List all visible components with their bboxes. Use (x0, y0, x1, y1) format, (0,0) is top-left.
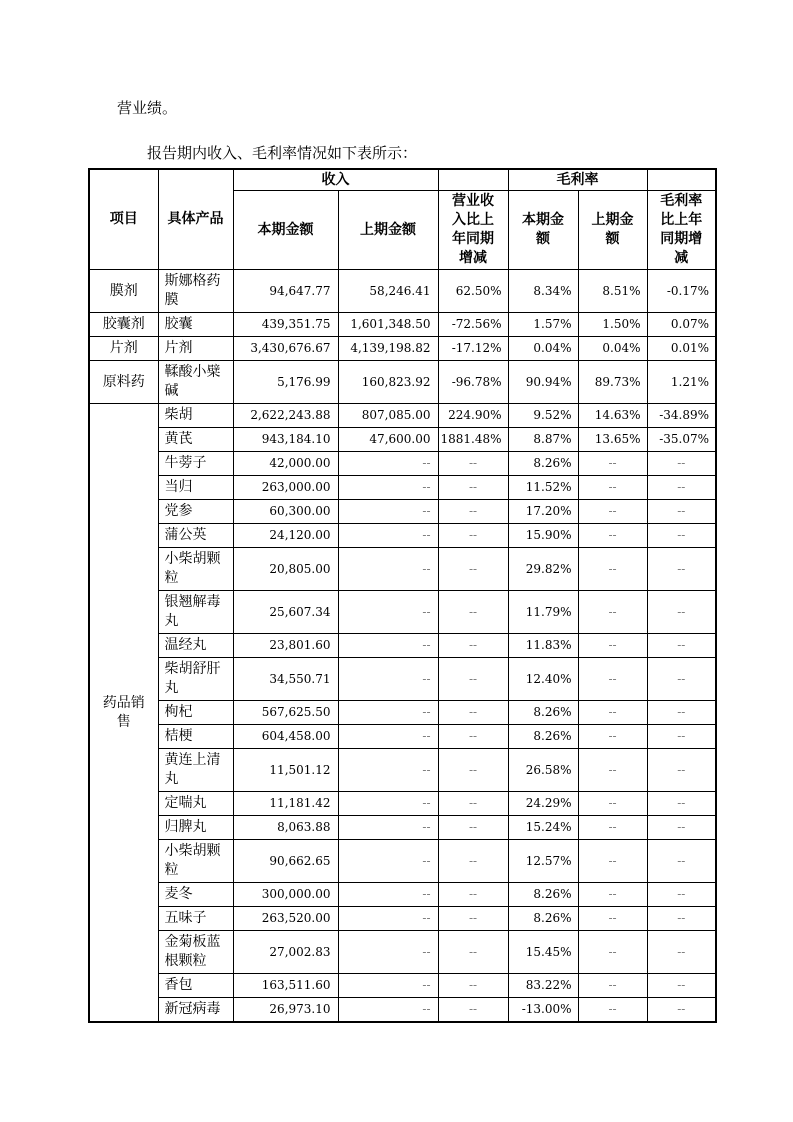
margin-current-cell: 1.57% (508, 313, 578, 337)
table-row (89, 361, 716, 404)
product-cell: 柴胡 (158, 404, 233, 428)
header-row-groups (89, 169, 716, 191)
margin-prior-cell: -- (578, 634, 647, 658)
margin-prior-cell: -- (578, 591, 647, 634)
margin-prior-cell: -- (578, 452, 647, 476)
margin-current-cell: 8.26% (508, 725, 578, 749)
product-cell: 当归 (158, 476, 233, 500)
margin-change-cell: -- (647, 725, 716, 749)
current-amount-cell: 24,120.00 (233, 524, 338, 548)
current-amount-cell: 263,000.00 (233, 476, 338, 500)
current-amount-cell: 60,300.00 (233, 500, 338, 524)
revenue-change-cell: -- (438, 974, 508, 998)
prior-amount-cell: -- (338, 974, 438, 998)
table-row (89, 634, 716, 658)
product-cell: 片剂 (158, 337, 233, 361)
revenue-change-cell: -- (438, 634, 508, 658)
prior-amount-cell: -- (338, 816, 438, 840)
current-amount-cell: 20,805.00 (233, 548, 338, 591)
table-row (89, 524, 716, 548)
product-cell: 香包 (158, 974, 233, 998)
margin-change-cell: 0.01% (647, 337, 716, 361)
table-row (89, 313, 716, 337)
revenue-change-cell: -96.78% (438, 361, 508, 404)
table-row (89, 883, 716, 907)
margin-current-cell: -13.00% (508, 998, 578, 1023)
table-row (89, 270, 716, 313)
item-category-cell: 胶囊剂 (89, 313, 158, 337)
product-cell: 小柴胡颗粒 (158, 840, 233, 883)
prior-amount-cell: -- (338, 701, 438, 725)
prior-amount-cell: -- (338, 634, 438, 658)
item-category-cell: 药品销售 (89, 404, 158, 1023)
margin-prior-cell: -- (578, 701, 647, 725)
current-amount-cell: 2,622,243.88 (233, 404, 338, 428)
margin-prior-cell: -- (578, 974, 647, 998)
margin-current-cell: 26.58% (508, 749, 578, 792)
margin-prior-cell: 0.04% (578, 337, 647, 361)
revenue-change-cell: 224.90% (438, 404, 508, 428)
prior-amount-cell: -- (338, 548, 438, 591)
revenue-change-cell: -- (438, 476, 508, 500)
current-amount-cell: 439,351.75 (233, 313, 338, 337)
current-amount-cell: 27,002.83 (233, 931, 338, 974)
table-row (89, 476, 716, 500)
margin-change-cell: -34.89% (647, 404, 716, 428)
header-prior-amount: 上期金额 (338, 191, 438, 270)
prior-amount-cell: -- (338, 907, 438, 931)
product-cell: 银翘解毒丸 (158, 591, 233, 634)
margin-prior-cell: 13.65% (578, 428, 647, 452)
margin-current-cell: 8.26% (508, 907, 578, 931)
product-cell: 小柴胡颗粒 (158, 548, 233, 591)
margin-change-cell: -- (647, 816, 716, 840)
margin-current-cell: 12.40% (508, 658, 578, 701)
revenue-change-cell: -- (438, 998, 508, 1023)
prior-amount-cell: -- (338, 840, 438, 883)
margin-prior-cell: -- (578, 998, 647, 1023)
margin-prior-cell: 14.63% (578, 404, 647, 428)
product-cell: 新冠病毒 (158, 998, 233, 1023)
prior-amount-cell: -- (338, 883, 438, 907)
prior-amount-cell: -- (338, 476, 438, 500)
prior-amount-cell: 160,823.92 (338, 361, 438, 404)
revenue-change-cell: 62.50% (438, 270, 508, 313)
margin-current-cell: 15.24% (508, 816, 578, 840)
product-cell: 斯娜格药膜 (158, 270, 233, 313)
table-row (89, 548, 716, 591)
table-row (89, 591, 716, 634)
margin-change-cell: -- (647, 931, 716, 974)
product-cell: 牛蒡子 (158, 452, 233, 476)
revenue-change-cell: -- (438, 883, 508, 907)
product-cell: 党参 (158, 500, 233, 524)
prior-amount-cell: 4,139,198.82 (338, 337, 438, 361)
margin-current-cell: 15.90% (508, 524, 578, 548)
margin-current-cell: 11.83% (508, 634, 578, 658)
product-cell: 枸杞 (158, 701, 233, 725)
header-spacer-revenue-change (438, 169, 508, 191)
header-margin-change: 毛利率比上年同期增减 (647, 191, 716, 270)
margin-prior-cell: -- (578, 907, 647, 931)
prior-amount-cell: -- (338, 500, 438, 524)
margin-change-cell: 0.07% (647, 313, 716, 337)
revenue-change-cell: -72.56% (438, 313, 508, 337)
current-amount-cell: 23,801.60 (233, 634, 338, 658)
current-amount-cell: 300,000.00 (233, 883, 338, 907)
margin-current-cell: 12.57% (508, 840, 578, 883)
prior-amount-cell: -- (338, 591, 438, 634)
intro-text: 营业绩。 (117, 99, 178, 117)
margin-change-cell: -- (647, 634, 716, 658)
product-cell: 桔梗 (158, 725, 233, 749)
table-row (89, 428, 716, 452)
revenue-change-cell: -- (438, 749, 508, 792)
header-margin-current: 本期金额 (508, 191, 578, 270)
revenue-change-cell: -- (438, 524, 508, 548)
margin-prior-cell: -- (578, 524, 647, 548)
margin-prior-cell: -- (578, 476, 647, 500)
revenue-change-cell: 1881.48% (438, 428, 508, 452)
prior-amount-cell: 807,085.00 (338, 404, 438, 428)
revenue-change-cell: -- (438, 658, 508, 701)
prior-amount-cell: -- (338, 725, 438, 749)
margin-prior-cell: -- (578, 931, 647, 974)
revenue-margin-table (88, 168, 717, 1023)
revenue-change-cell: -- (438, 931, 508, 974)
current-amount-cell: 263,520.00 (233, 907, 338, 931)
margin-prior-cell: -- (578, 883, 647, 907)
margin-prior-cell: -- (578, 658, 647, 701)
revenue-change-cell: -- (438, 591, 508, 634)
prior-amount-cell: -- (338, 998, 438, 1023)
product-cell: 五味子 (158, 907, 233, 931)
margin-prior-cell: -- (578, 749, 647, 792)
current-amount-cell: 5,176.99 (233, 361, 338, 404)
margin-current-cell: 9.52% (508, 404, 578, 428)
margin-prior-cell: -- (578, 500, 647, 524)
margin-prior-cell: -- (578, 816, 647, 840)
margin-current-cell: 17.20% (508, 500, 578, 524)
margin-current-cell: 90.94% (508, 361, 578, 404)
margin-prior-cell: 1.50% (578, 313, 647, 337)
revenue-change-cell: -- (438, 840, 508, 883)
product-cell: 归脾丸 (158, 816, 233, 840)
margin-change-cell: -- (647, 591, 716, 634)
margin-change-cell: -- (647, 524, 716, 548)
product-cell: 黄连上清丸 (158, 749, 233, 792)
product-cell: 胶囊 (158, 313, 233, 337)
product-cell: 蒲公英 (158, 524, 233, 548)
header-spacer-margin-change (647, 169, 716, 191)
margin-current-cell: 8.34% (508, 270, 578, 313)
revenue-change-cell: -- (438, 816, 508, 840)
margin-current-cell: 8.26% (508, 701, 578, 725)
header-revenue-group: 收入 (233, 169, 438, 191)
prior-amount-cell: 58,246.41 (338, 270, 438, 313)
revenue-change-cell: -- (438, 500, 508, 524)
margin-change-cell: -- (647, 907, 716, 931)
revenue-change-cell: -- (438, 725, 508, 749)
margin-current-cell: 29.82% (508, 548, 578, 591)
margin-change-cell: -- (647, 452, 716, 476)
table-row (89, 907, 716, 931)
margin-change-cell: -- (647, 974, 716, 998)
current-amount-cell: 943,184.10 (233, 428, 338, 452)
margin-change-cell: -- (647, 840, 716, 883)
margin-current-cell: 11.52% (508, 476, 578, 500)
prior-amount-cell: 1,601,348.50 (338, 313, 438, 337)
margin-current-cell: 8.26% (508, 883, 578, 907)
header-margin-group: 毛利率 (508, 169, 647, 191)
margin-change-cell: -- (647, 792, 716, 816)
margin-current-cell: 0.04% (508, 337, 578, 361)
table-row (89, 792, 716, 816)
margin-prior-cell: -- (578, 792, 647, 816)
margin-prior-cell: -- (578, 840, 647, 883)
table-row (89, 658, 716, 701)
table-row (89, 452, 716, 476)
header-current-amount: 本期金额 (233, 191, 338, 270)
prior-amount-cell: -- (338, 524, 438, 548)
margin-change-cell: -- (647, 658, 716, 701)
product-cell: 柴胡舒肝丸 (158, 658, 233, 701)
table-row (89, 500, 716, 524)
table-caption: 报告期内收入、毛利率情况如下表所示： (147, 144, 418, 162)
item-category-cell: 膜剂 (89, 270, 158, 313)
margin-change-cell: -0.17% (647, 270, 716, 313)
table-row (89, 749, 716, 792)
margin-change-cell: -- (647, 548, 716, 591)
current-amount-cell: 11,181.42 (233, 792, 338, 816)
current-amount-cell: 42,000.00 (233, 452, 338, 476)
margin-change-cell: -- (647, 701, 716, 725)
revenue-change-cell: -- (438, 792, 508, 816)
item-category-cell: 原料药 (89, 361, 158, 404)
product-cell: 黄芪 (158, 428, 233, 452)
header-product: 具体产品 (158, 169, 233, 270)
margin-current-cell: 8.26% (508, 452, 578, 476)
margin-prior-cell: 89.73% (578, 361, 647, 404)
current-amount-cell: 567,625.50 (233, 701, 338, 725)
table-row (89, 840, 716, 883)
current-amount-cell: 25,607.34 (233, 591, 338, 634)
table-row (89, 701, 716, 725)
table-row (89, 974, 716, 998)
current-amount-cell: 163,511.60 (233, 974, 338, 998)
revenue-change-cell: -- (438, 548, 508, 591)
current-amount-cell: 8,063.88 (233, 816, 338, 840)
current-amount-cell: 11,501.12 (233, 749, 338, 792)
margin-change-cell: 1.21% (647, 361, 716, 404)
table-row (89, 337, 716, 361)
margin-change-cell: -- (647, 500, 716, 524)
current-amount-cell: 604,458.00 (233, 725, 338, 749)
margin-prior-cell: -- (578, 548, 647, 591)
table-row (89, 816, 716, 840)
product-cell: 定喘丸 (158, 792, 233, 816)
prior-amount-cell: -- (338, 792, 438, 816)
margin-prior-cell: 8.51% (578, 270, 647, 313)
current-amount-cell: 94,647.77 (233, 270, 338, 313)
current-amount-cell: 34,550.71 (233, 658, 338, 701)
margin-change-cell: -- (647, 476, 716, 500)
table-row (89, 725, 716, 749)
item-category-cell: 片剂 (89, 337, 158, 361)
header-item: 项目 (89, 169, 158, 270)
revenue-change-cell: -- (438, 452, 508, 476)
table-row (89, 998, 716, 1023)
prior-amount-cell: -- (338, 931, 438, 974)
header-margin-prior: 上期金额 (578, 191, 647, 270)
margin-current-cell: 8.87% (508, 428, 578, 452)
prior-amount-cell: -- (338, 452, 438, 476)
prior-amount-cell: 47,600.00 (338, 428, 438, 452)
revenue-change-cell: -- (438, 701, 508, 725)
prior-amount-cell: -- (338, 749, 438, 792)
margin-change-cell: -- (647, 998, 716, 1023)
revenue-change-cell: -- (438, 907, 508, 931)
margin-change-cell: -- (647, 749, 716, 792)
margin-change-cell: -- (647, 883, 716, 907)
margin-change-cell: -35.07% (647, 428, 716, 452)
product-cell: 金菊板蓝根颗粒 (158, 931, 233, 974)
prior-amount-cell: -- (338, 658, 438, 701)
table-row (89, 404, 716, 428)
revenue-change-cell: -17.12% (438, 337, 508, 361)
margin-current-cell: 15.45% (508, 931, 578, 974)
current-amount-cell: 26,973.10 (233, 998, 338, 1023)
margin-current-cell: 83.22% (508, 974, 578, 998)
margin-prior-cell: -- (578, 725, 647, 749)
header-revenue-change: 营业收入比上年同期增减 (438, 191, 508, 270)
table-row (89, 931, 716, 974)
margin-current-cell: 11.79% (508, 591, 578, 634)
product-cell: 麦冬 (158, 883, 233, 907)
product-cell: 温经丸 (158, 634, 233, 658)
margin-current-cell: 24.29% (508, 792, 578, 816)
product-cell: 鞣酸小檗碱 (158, 361, 233, 404)
current-amount-cell: 3,430,676.67 (233, 337, 338, 361)
current-amount-cell: 90,662.65 (233, 840, 338, 883)
